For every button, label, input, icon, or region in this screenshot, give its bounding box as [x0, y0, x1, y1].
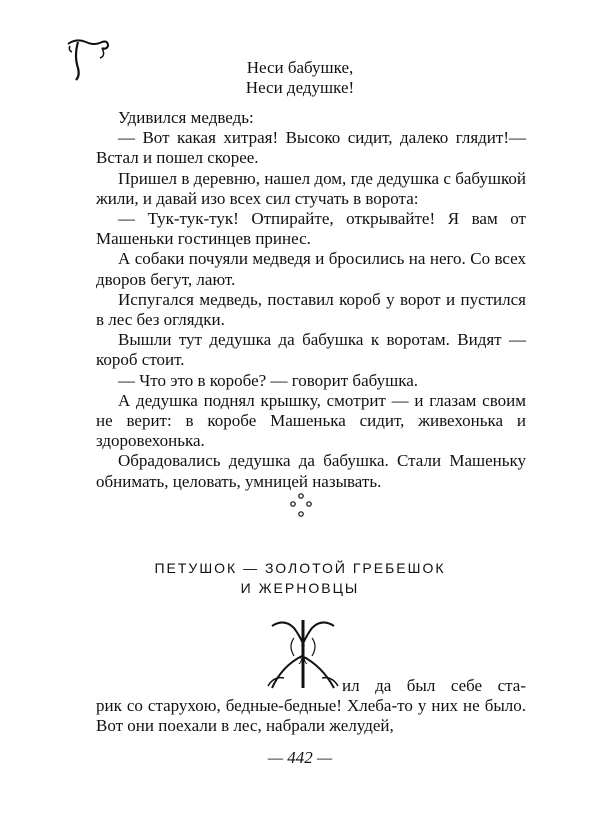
story-text — [96, 108, 526, 492]
paragraph: А дедушка поднял крышку, смотрит — и глазам своим не верит: в коробе Машенька сидит, живехонька и здоровехонька. — [96, 390, 526, 451]
paragraph: Испугался медведь, поставил короб у ворот и пустился в лес без оглядки. — [96, 289, 526, 330]
drop-cap-glyph: Ж — [298, 656, 308, 667]
paragraph: — Что это в коробе? — говорит бабушка. — [118, 370, 419, 390]
paragraph: А собаки почуяли медведя и бросились на него. Со всех дворов бегут, лают. — [96, 249, 526, 289]
paragraph: Удивился медведь: — [118, 108, 254, 127]
paragraph: Пришел в деревню, нашел дом, где дедушка с бабушкой жили, и давай изо всех сил стучать в ворота: — [96, 168, 526, 208]
paragraph: — Тук-тук-тук! Отпирайте, открывайте! Я вам от Машеньки гостинцев принес. — [96, 209, 526, 249]
story-title-line-1: ПЕТУШОК — ЗОЛОТОЙ ГРЕБЕШОК — [154, 560, 446, 576]
paragraph: Вышли тут дедушка да бабушка к воротам. Видят — короб стоит. — [96, 330, 526, 370]
verse-line-1: Неси бабушке, — [246, 58, 354, 77]
story-title-line-2: И ЖЕРНОВЦЫ — [240, 580, 360, 596]
paragraph: — Вот какая хитрая! Высоко сидит, далеко глядит!— Встал и пошел скорее. — [96, 128, 526, 168]
page-number: — 442 — — [267, 748, 333, 767]
story-opening — [96, 676, 526, 737]
opening-text: рик со старухою, бедные-бедные! Хлеба-то у них не было. Вот они поехали в лес, набрали желудей, — [96, 696, 526, 736]
verse-line-2: Неси дедушке! — [245, 78, 355, 97]
section-divider-ornament — [288, 492, 314, 520]
paragraph: Обрадовались дедушка да бабушка. Стали Машеньку обнимать, целовать, умницей называть. — [96, 451, 526, 491]
first-line: ил да был себе ста- — [342, 676, 526, 695]
